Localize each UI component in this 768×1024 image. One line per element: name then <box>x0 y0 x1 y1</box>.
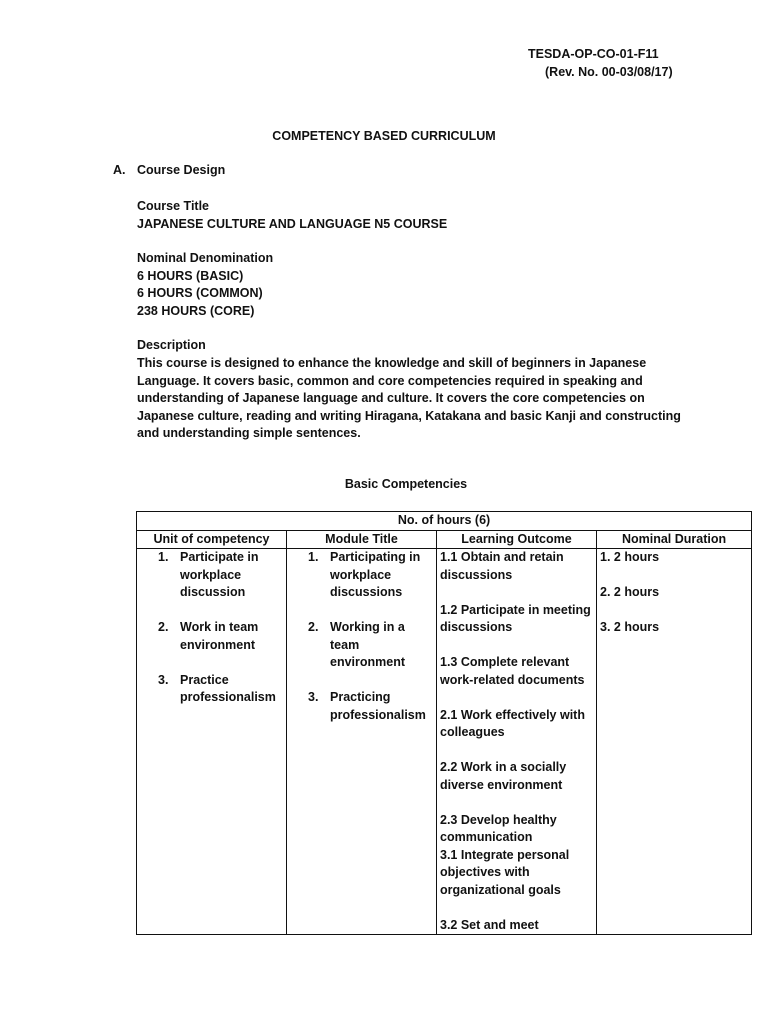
nominal-denomination-label: Nominal Denomination <box>137 251 274 265</box>
unit-text: Work in team environment <box>180 620 259 652</box>
learning-outcome: 3.2 Set and meet <box>440 917 539 932</box>
course-title-label: Course Title <box>137 199 210 213</box>
list-item <box>290 689 433 724</box>
revision-number: (Rev. No. 00-03/08/17) <box>545 65 673 79</box>
outcomes-cell <box>437 549 597 935</box>
denomination-line: 6 HOURS (BASIC) <box>137 268 244 283</box>
module-text: Participating in workplace discussions <box>330 550 421 599</box>
learning-outcome: 2.2 Work in a socially diverse environment <box>440 760 567 792</box>
unit-text: Participate in workplace discussion <box>180 550 259 599</box>
learning-outcome: 1.3 Complete relevant work-related documents <box>440 655 585 687</box>
denomination-line: 6 HOURS (COMMON) <box>137 286 263 300</box>
section-letter: A. <box>113 163 126 177</box>
list-item <box>290 619 433 672</box>
module-text: Practicing professionalism <box>330 690 426 722</box>
item-number: 2. <box>158 620 169 634</box>
course-title-block <box>137 198 447 233</box>
learning-outcome: 1.1 Obtain and retain discussions <box>440 550 564 582</box>
column-header: Nominal Duration <box>597 530 752 549</box>
form-code: TESDA-OP-CO-01-F11 <box>528 47 659 61</box>
duration-item: 2. 2 hours <box>600 585 660 599</box>
section-label: Course Design <box>137 163 226 177</box>
duration-item: 1. 2 hours <box>600 550 660 564</box>
units-cell <box>137 549 287 935</box>
table-caption: Basic Competencies <box>344 477 468 491</box>
column-header: Module Title <box>287 530 437 549</box>
basic-competencies-table <box>136 511 752 935</box>
table-row <box>137 549 752 935</box>
hours-header: No. of hours (6) <box>137 512 752 531</box>
course-title-value: JAPANESE CULTURE AND LANGUAGE N5 COURSE <box>137 216 448 231</box>
column-header: Learning Outcome <box>437 530 597 549</box>
nominal-denomination-block <box>137 250 273 320</box>
list-item <box>140 549 283 602</box>
item-number: 3. <box>158 672 169 687</box>
list-item <box>290 549 433 602</box>
list-item <box>140 619 283 654</box>
learning-outcome: 2.3 Develop healthy communication <box>440 812 557 844</box>
list-item <box>140 672 283 707</box>
modules-cell <box>287 549 437 935</box>
duration-item: 3. 2 hours <box>600 620 660 634</box>
learning-outcome: 2.1 Work effectively with colleagues <box>440 707 585 739</box>
description-text: This course is designed to enhance the knowledge and skill of beginners in Japanese Language. It covers basic, common and core competencies required in speaking and understanding of Japanese language and culture. It covers the core competencies on Japanese culture, reading and writing Hiragana, Katakana and basic Kanji and constructing and understanding simple sentences. <box>137 356 681 440</box>
denomination-line: 238 HOURS (CORE) <box>137 303 255 318</box>
durations-cell <box>597 549 752 935</box>
item-number: 1. <box>308 550 319 564</box>
item-number: 2. <box>308 620 319 634</box>
column-header: Unit of competency <box>137 530 287 549</box>
description-label: Description <box>137 338 206 352</box>
unit-text: Practice professionalism <box>180 672 276 704</box>
item-number: 1. <box>158 550 169 564</box>
item-number: 3. <box>308 690 319 704</box>
learning-outcome: 3.1 Integrate personal objectives with organizational goals <box>440 847 570 897</box>
module-text: Working in a team environment <box>330 620 406 669</box>
document-title: COMPETENCY BASED CURRICULUM <box>272 129 496 143</box>
learning-outcome: 1.2 Participate in meeting discussions <box>440 602 591 634</box>
